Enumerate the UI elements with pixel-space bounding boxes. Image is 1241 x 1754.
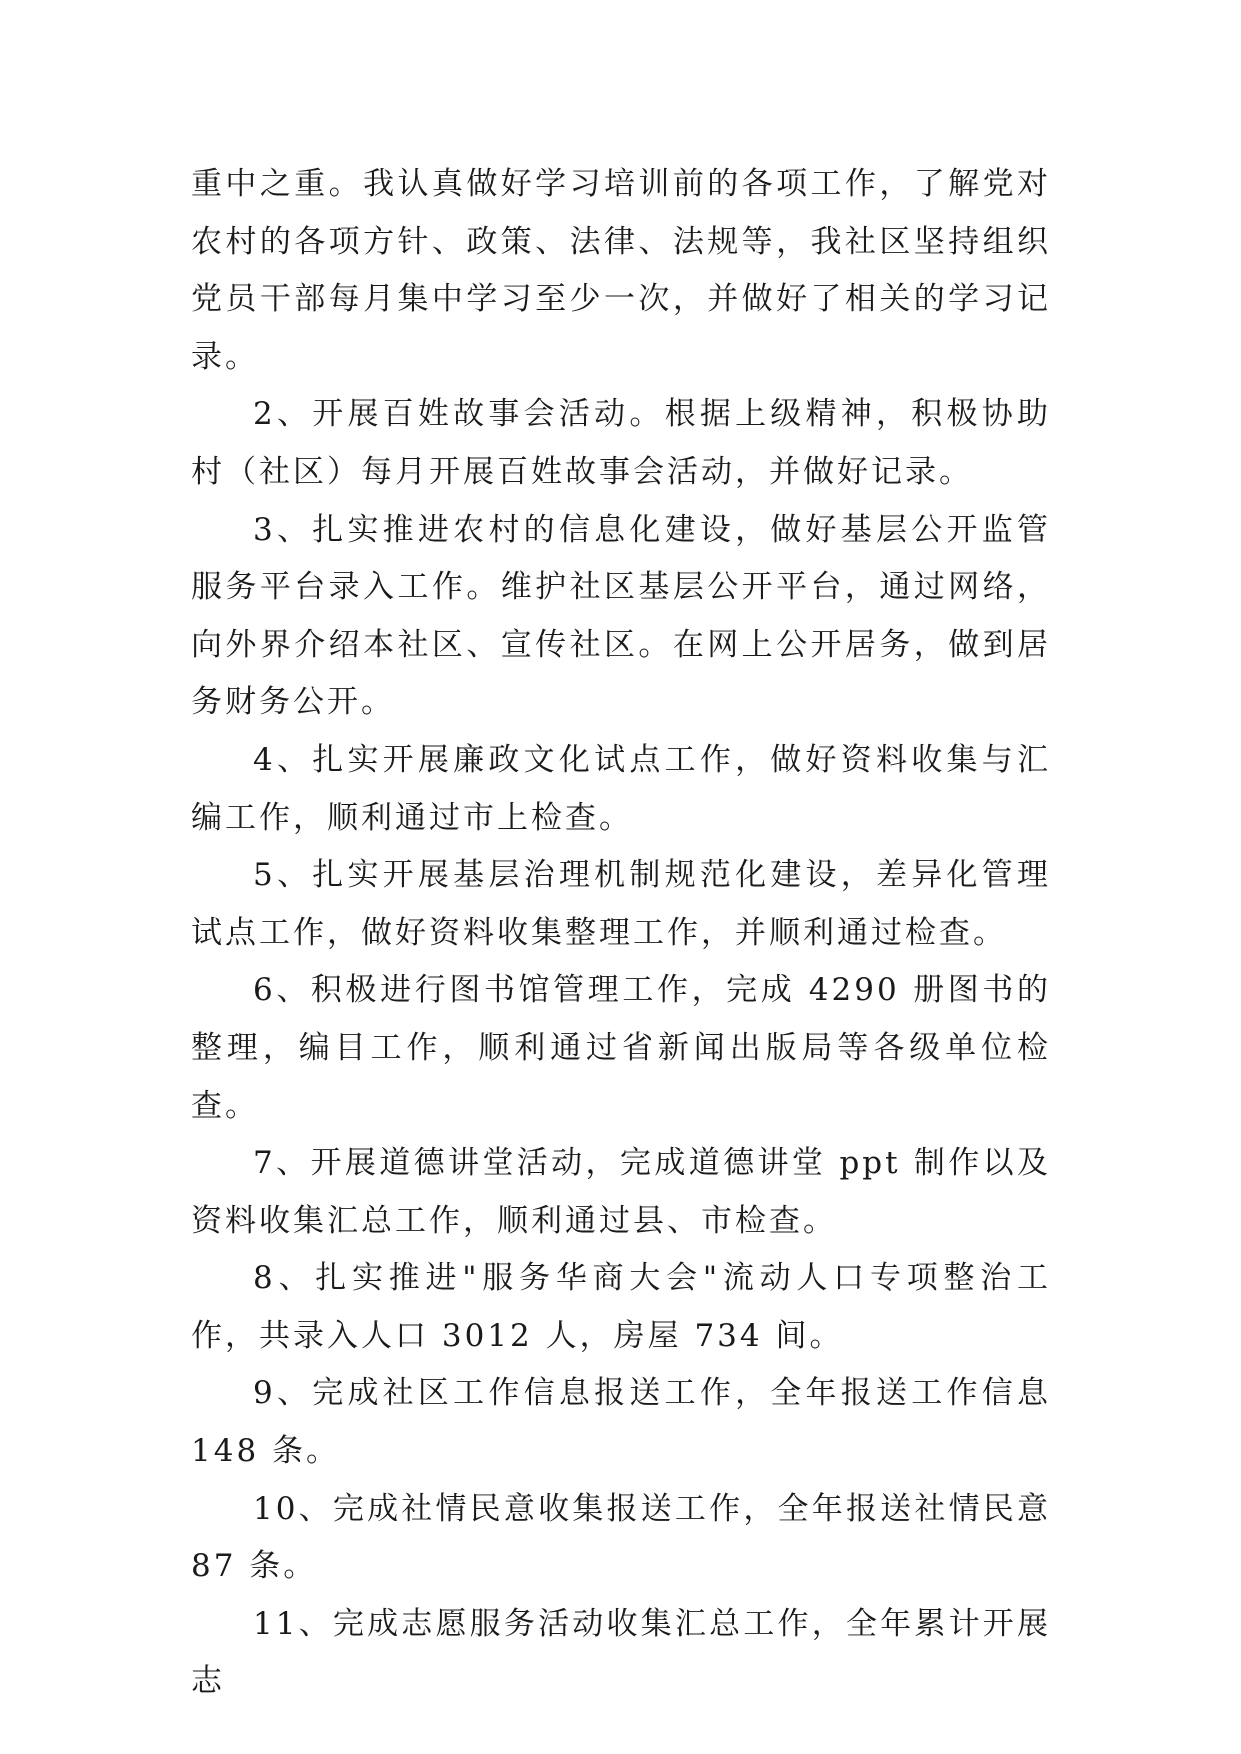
paragraph-item-7: 7、开展道德讲堂活动，完成道德讲堂 ppt 制作以及资料收集汇总工作，顺利通过县、市检查。 (191, 1145, 1051, 1239)
document-body (191, 156, 1051, 1711)
paragraph-item-6: 6、积极进行图书馆管理工作，完成 4290 册图书的整理，编目工作，顺利通过省新闻出版局等各级单位检查。 (191, 972, 1051, 1124)
paragraph-item-11: 11、完成志愿服务活动收集汇总工作，全年累计开展志 (191, 1605, 1051, 1700)
paragraph-item-9: 9、完成社区工作信息报送工作，全年报送工作信息 148 条。 (191, 1375, 1051, 1470)
paragraph-item-2: 2、开展百姓故事会活动。根据上级精神，积极协助村（社区）每月开展百姓故事会活动，并做好记录。 (191, 396, 1051, 490)
paragraph-item-3: 3、扎实推进农村的信息化建设，做好基层公开监管服务平台录入工作。维护社区基层公开平台，通过网络，向外界介绍本社区、宣传社区。在网上公开居务，做到居务财务公开。 (191, 511, 1051, 721)
paragraph-item-10: 10、完成社情民意收集报送工作，全年报送社情民意 87 条。 (191, 1490, 1051, 1585)
paragraph-item-5: 5、扎实开展基层治理机制规范化建设，差异化管理试点工作，做好资料收集整理工作，并顺利通过检查。 (191, 857, 1051, 951)
paragraph-continuation: 重中之重。我认真做好学习培训前的各项工作，了解党对农村的各项方针、政策、法律、法规等，我社区坚持组织党员干部每月集中学习至少一次，并做好了相关的学习记录。 (191, 166, 1051, 375)
paragraph-item-8: 8、扎实推进"服务华商大会"流动人口专项整治工作，共录入人口 3012 人，房屋 734 间。 (191, 1260, 1051, 1354)
paragraph-item-4: 4、扎实开展廉政文化试点工作，做好资料收集与汇编工作，顺利通过市上检查。 (191, 741, 1051, 836)
